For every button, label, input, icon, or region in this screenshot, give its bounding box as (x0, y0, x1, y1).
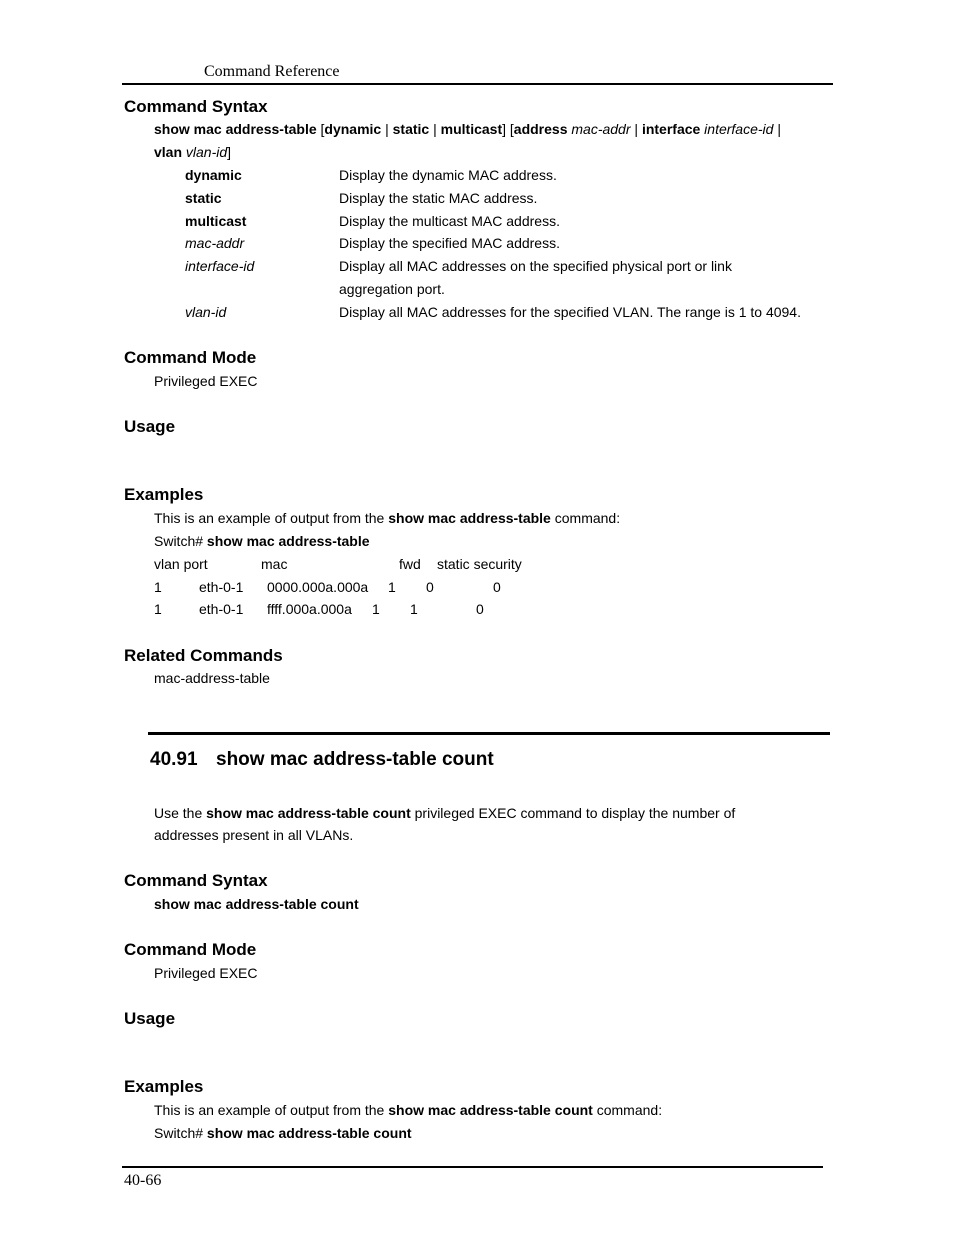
param-desc: Display all MAC addresses on the specified physical port or link (339, 258, 732, 274)
desc-part: Use the (154, 805, 207, 821)
syntax-heading: Command Syntax (124, 871, 268, 890)
mode-heading: Command Mode (124, 940, 257, 959)
running-header: Command Reference (204, 63, 340, 80)
table-cell: ffff.000a.000a (267, 601, 352, 617)
param-desc: Display the static MAC address. (339, 190, 538, 206)
intro-part: This is an example of output from the (154, 1102, 389, 1118)
footer-rule (122, 1166, 823, 1168)
syntax-part: interface-id (700, 121, 774, 137)
intro-part: This is an example of output from the (154, 510, 389, 526)
page-number: 40-66 (124, 1172, 162, 1189)
param-desc: Display all MAC addresses for the specified VLAN. The range is 1 to 4094. (339, 304, 801, 320)
section-rule (148, 732, 830, 735)
examples-heading: Examples (124, 1077, 204, 1096)
param-desc: Display the specified MAC address. (339, 235, 560, 251)
param-desc: Display the dynamic MAC address. (339, 167, 557, 183)
param-desc: Display the multicast MAC address. (339, 213, 560, 229)
table-header-fwd: fwd (399, 556, 421, 572)
param-name: static (185, 190, 222, 206)
usage-heading: Usage (124, 1009, 176, 1028)
intro-part: show mac address-table (388, 510, 551, 526)
table-header-vlanport: vlan port (154, 556, 208, 572)
param-desc-cont: aggregation port. (339, 281, 445, 297)
syntax-part: interface (641, 121, 701, 137)
cli-prompt-line (154, 533, 370, 549)
table-cell: 0000.000a.000a (267, 579, 369, 595)
syntax-line-2 (154, 144, 231, 160)
syntax-part: dynamic (324, 121, 382, 137)
table-header-static: static security (437, 556, 522, 572)
related-heading: Related Commands (124, 646, 283, 665)
param-name: multicast (185, 213, 247, 229)
table-cell: eth-0-1 (199, 579, 244, 595)
intro-part: command: (550, 510, 621, 526)
table-cell: 1 (372, 601, 380, 617)
syntax-part: | (381, 121, 393, 137)
table-cell: 1 (154, 579, 162, 595)
table-cell: 0 (426, 579, 434, 595)
param-name: interface-id (185, 258, 255, 274)
header-rule (122, 83, 833, 85)
syntax-part: | (630, 121, 642, 137)
cli-command: show mac address-table (206, 533, 370, 549)
table-cell: 1 (388, 579, 396, 595)
syntax-part: mac-addr (567, 121, 631, 137)
syntax-part: vlan (154, 144, 183, 160)
syntax-part: static (392, 121, 430, 137)
syntax-part: ] (227, 144, 232, 160)
usage-heading: Usage (124, 417, 176, 436)
table-cell: 1 (410, 601, 418, 617)
section-number: 40.91 (150, 749, 198, 770)
mode-text: Privileged EXEC (154, 373, 258, 389)
syntax-line-1 (154, 121, 781, 137)
param-name: vlan-id (185, 304, 227, 320)
syntax-part: | (773, 121, 781, 137)
cli-prompt: Switch# (154, 1125, 207, 1141)
related-command: mac-address-table (154, 670, 270, 686)
intro-part: command: (592, 1102, 663, 1118)
desc-part: privileged EXEC command to display the number of (410, 805, 736, 821)
examples-intro (154, 510, 620, 526)
examples-intro (154, 1102, 662, 1118)
table-cell: 1 (154, 601, 162, 617)
syntax-part: vlan-id (182, 144, 228, 160)
cli-prompt-line (154, 1125, 412, 1141)
syntax-heading: Command Syntax (124, 97, 268, 116)
section-description-cont: addresses present in all VLANs. (154, 827, 354, 843)
syntax-part: address (513, 121, 568, 137)
syntax-part: ] [ (502, 121, 514, 137)
examples-heading: Examples (124, 485, 204, 504)
table-cell: 0 (493, 579, 501, 595)
cli-command: show mac address-table count (206, 1125, 412, 1141)
intro-part: show mac address-table count (388, 1102, 593, 1118)
cli-prompt: Switch# (154, 533, 207, 549)
syntax-part: | (429, 121, 441, 137)
table-header-mac: mac (261, 556, 288, 572)
syntax-line: show mac address-table count (154, 896, 359, 912)
syntax-part: multicast (440, 121, 503, 137)
table-cell: 0 (476, 601, 484, 617)
mode-heading: Command Mode (124, 348, 257, 367)
table-cell: eth-0-1 (199, 601, 244, 617)
desc-part: show mac address-table count (206, 805, 411, 821)
param-name: dynamic (185, 167, 242, 183)
section-title: show mac address-table count (216, 749, 494, 770)
param-name: mac-addr (185, 235, 245, 251)
section-description (154, 805, 735, 821)
mode-text: Privileged EXEC (154, 965, 258, 981)
syntax-part: [ (316, 121, 325, 137)
syntax-part: show mac address-table (154, 121, 317, 137)
